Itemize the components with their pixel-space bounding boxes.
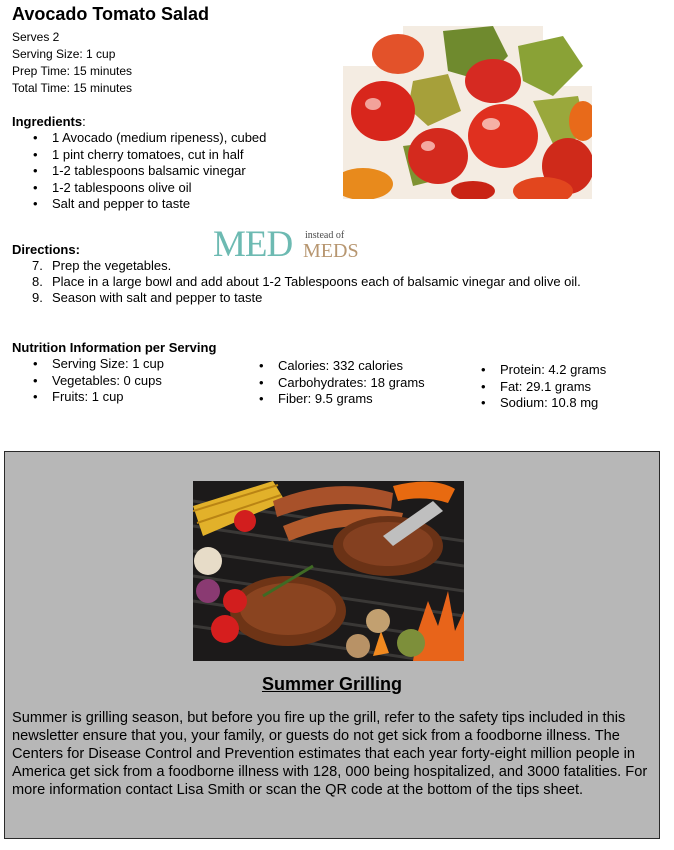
nutrition-heading: Nutrition Information per Serving [12, 340, 217, 355]
logo-med-text: MED [213, 224, 293, 265]
direction-item: 7. Prep the vegetables. [32, 258, 172, 273]
direction-item: 8. Place in a large bowl and add about 1-2 Tablespoons each of balsamic vinegar and olive oil. [32, 274, 581, 289]
ingredient-item: • 1 pint cherry tomatoes, cut in half [12, 147, 266, 164]
direction-item: 9. Season with salt and pepper to taste [32, 290, 263, 305]
ingredients-heading: Ingredients: [12, 114, 86, 129]
nutrition-item: • Fat: 29.1 grams [460, 379, 606, 396]
ingredient-item: • 1 Avocado (medium ripeness), cubed [12, 130, 266, 147]
ingredient-item: • 1-2 tablespoons balsamic vinegar [12, 163, 266, 180]
serving-size-text: Serving Size: 1 cup [12, 47, 116, 61]
summer-grilling-title: Summer Grilling [261, 674, 403, 694]
directions-list [12, 258, 581, 306]
logo-meds-text: MEDS [303, 240, 359, 262]
recipe-meta [12, 29, 132, 97]
directions-heading: Directions: [12, 242, 80, 257]
nutrition-column-3 [460, 362, 606, 412]
nutrition-item: • Protein: 4.2 grams [460, 362, 606, 379]
ingredient-item: • 1-2 tablespoons olive oil [12, 180, 266, 197]
nutrition-item: • Vegetables: 0 cups [12, 373, 164, 390]
ingredients-list [12, 130, 266, 213]
nutrition-item: • Calories: 332 calories [238, 358, 425, 375]
nutrition-item: • Fiber: 9.5 grams [238, 391, 425, 408]
summer-grilling-body: Summer is grilling season, but before you fire up the grill, refer to the safety tips included in this newsletter ensure that you, your family, or guests do not get sick from a foodborne illness. The Centers for Disease Control and Prevention estimates that each year forty-eight million people in America get sick from a foodborne illness with 128, 000 being hospitalized, and 3000 fatalities. For more information contact Lisa Smith or scan the QR code at the bottom of the tips sheet. [12, 710, 648, 798]
nutrition-item: • Serving Size: 1 cup [12, 356, 164, 373]
serves-text: Serves 2 [12, 30, 60, 44]
ingredient-item: • Salt and pepper to taste [12, 196, 266, 213]
nutrition-item: • Sodium: 10.8 mg [460, 395, 606, 412]
nutrition-item: • Carbohydrates: 18 grams [238, 375, 425, 392]
grill-photo [193, 481, 464, 661]
nutrition-column-2 [238, 358, 425, 408]
nutrition-column-1 [12, 356, 164, 406]
salad-photo [343, 26, 592, 199]
recipe-title: Avocado Tomato Salad [12, 4, 210, 24]
total-time-text: Total Time: 15 minutes [12, 81, 133, 95]
nutrition-item: • Fruits: 1 cup [12, 389, 164, 406]
logo-instead-of-text: instead of [305, 230, 345, 241]
prep-time-text: Prep Time: 15 minutes [12, 64, 133, 78]
